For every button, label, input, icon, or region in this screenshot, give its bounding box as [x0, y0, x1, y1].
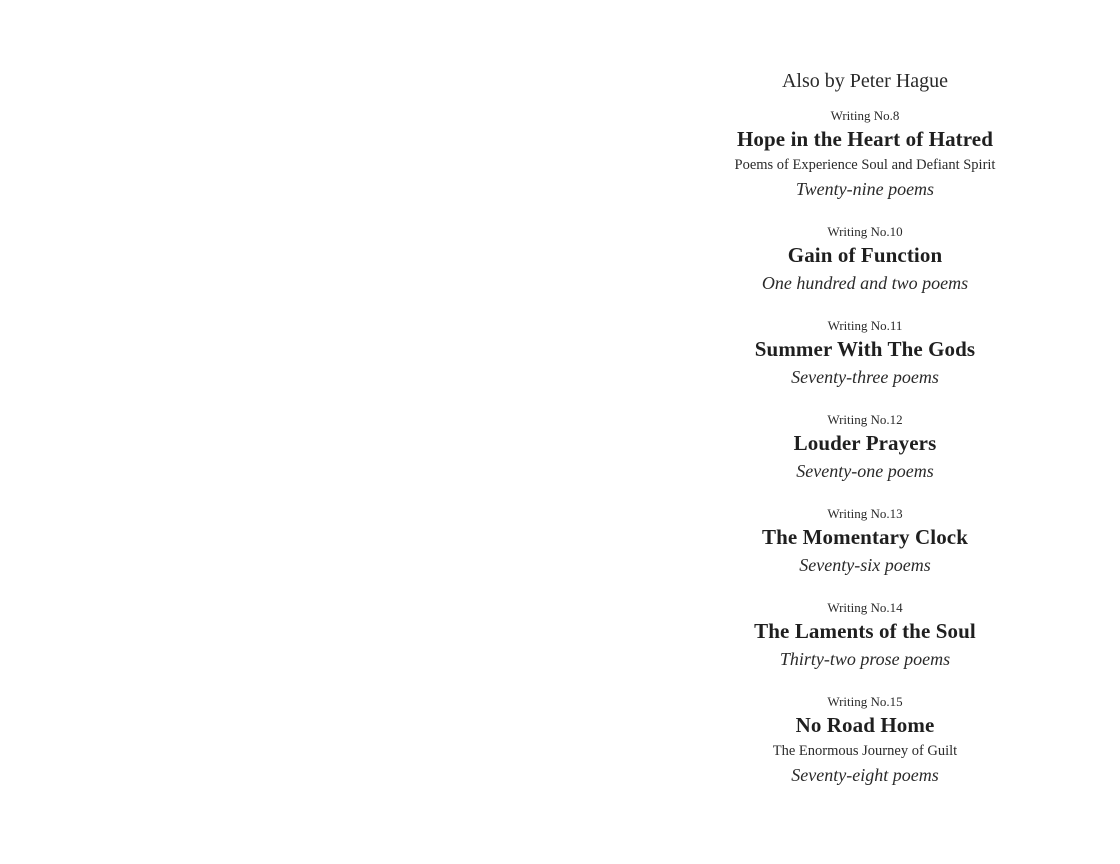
book-subtitle: The Enormous Journey of Guilt	[772, 743, 958, 759]
book-title: Summer With The Gods	[754, 337, 976, 361]
book-series-number: Writing No.15	[827, 694, 903, 709]
book-title: The Momentary Clock	[761, 525, 969, 549]
also-by-list	[715, 66, 1015, 810]
book-title: The Laments of the Soul	[754, 619, 976, 643]
book-title: No Road Home	[795, 713, 935, 737]
book-series-number: Writing No.14	[827, 600, 903, 615]
book-poem-count: Twenty-nine poems	[795, 179, 935, 199]
book-title: Louder Prayers	[793, 431, 937, 455]
book-title: Gain of Function	[787, 243, 943, 267]
book-series-number: Writing No.11	[827, 318, 903, 333]
book-poem-count: Seventy-six poems	[799, 555, 931, 575]
book-entry	[715, 506, 1015, 578]
book-poem-count: One hundred and two poems	[761, 273, 969, 293]
also-by-heading: Also by Peter Hague	[781, 70, 949, 92]
book-entry	[715, 318, 1015, 390]
book-entry	[715, 694, 1015, 788]
book-series-number: Writing No.12	[827, 412, 903, 427]
book-series-number: Writing No.10	[827, 224, 903, 239]
book-poem-count: Thirty-two prose poems	[779, 649, 951, 669]
book-poem-count: Seventy-three poems	[791, 367, 939, 387]
book-title: Hope in the Heart of Hatred	[736, 127, 994, 151]
book-series-number: Writing No.13	[827, 506, 903, 521]
book-entry	[715, 224, 1015, 296]
book-subtitle: Poems of Experience Soul and Defiant Spirit	[734, 157, 996, 173]
book-entry	[715, 600, 1015, 672]
book-poem-count: Seventy-eight poems	[791, 765, 939, 785]
book-entry	[715, 108, 1015, 202]
book-series-number: Writing No.8	[830, 108, 900, 123]
book-poem-count: Seventy-one poems	[796, 461, 934, 481]
book-entry	[715, 412, 1015, 484]
